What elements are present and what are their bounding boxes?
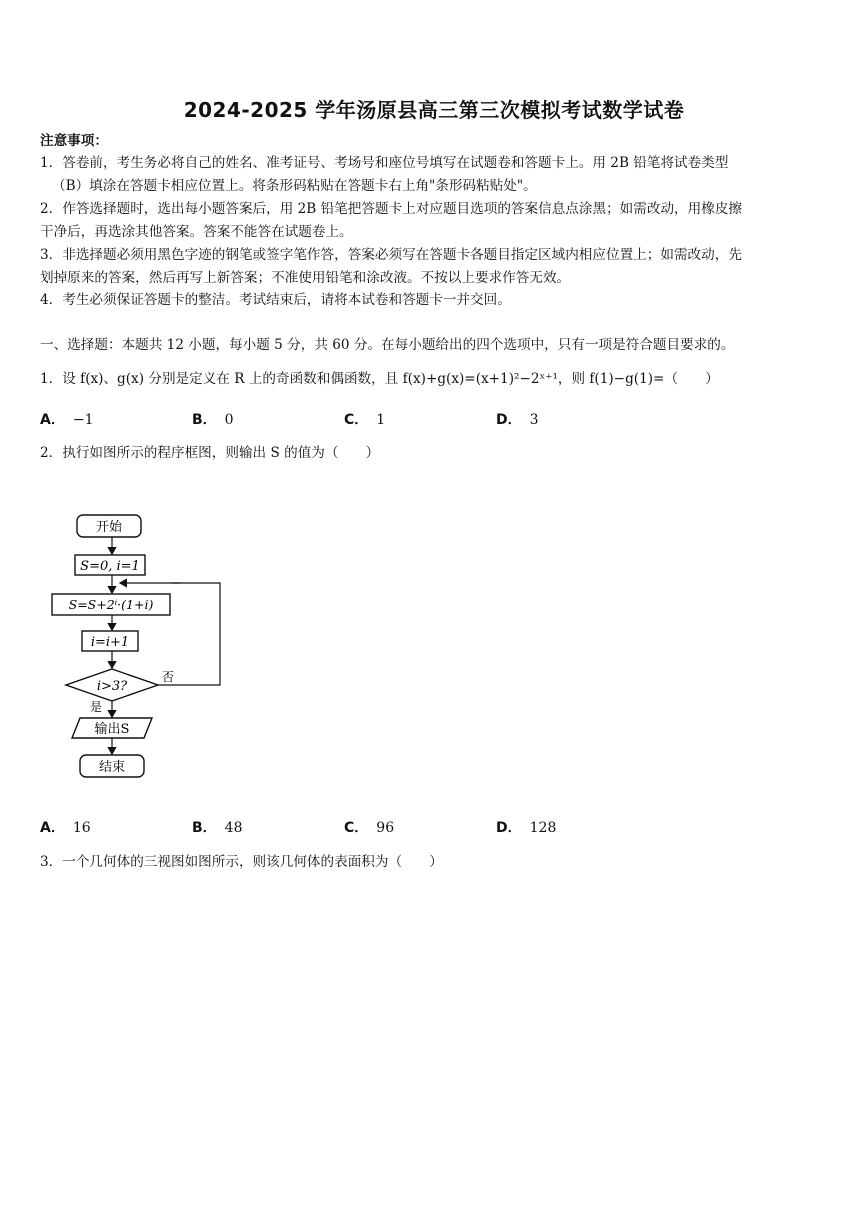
notice-line: 1．答卷前，考生务必将自己的姓名、准考证号、考场号和座位号填写在试题卷和答题卡上。用 2B 铅笔将试卷类型: [40, 155, 729, 171]
question-3-text: 3．一个几何体的三视图如图所示，则该几何体的表面积为（ ）: [40, 854, 443, 870]
q1-option-d: D． 3: [496, 412, 539, 428]
q1-option-a: A． −1: [40, 412, 94, 428]
flow-body-label: S=S+2ⁱ·(1+i): [68, 597, 154, 612]
question-1-text: 1．设 f(x)、g(x) 分别是定义在 R 上的奇函数和偶函数，且 f(x)+g(x)=(x+1)²−2ˣ⁺¹，则 f(1)−g(1)=（ ）: [40, 371, 719, 387]
flow-output-label: 输出S: [94, 722, 130, 737]
exam-title: 2024-2025 学年汤原县高三第三次模拟考试数学试卷: [183, 98, 685, 122]
q1-option-c: C． 1: [344, 412, 386, 428]
q1-option-b: B． 0: [192, 412, 234, 428]
flow-no-label: 否: [162, 670, 175, 684]
notice-line: 3．非选择题必须用黑色字迹的钢笔或签字笔作答，答案必须写在答题卡各题目指定区域内相应位置上；如需改动，先: [40, 247, 742, 263]
q2-option-d: D． 128: [496, 820, 557, 836]
q2-option-b: B． 48: [192, 820, 243, 836]
flow-condition-label: i>3?: [96, 679, 128, 694]
notice-line: 4．考生必须保证答题卡的整洁。考试结束后，请将本试卷和答题卡一并交回。: [40, 292, 511, 308]
q2-option-c: C． 96: [344, 820, 395, 836]
notice-line: （B）填涂在答题卡相应位置上。将条形码粘贴在答题卡右上角"条形码粘贴处"。: [52, 178, 537, 194]
program-flowchart: [40, 505, 240, 795]
notice-heading: 注意事项：: [40, 133, 108, 149]
notice-line: 干净后，再选涂其他答案。答案不能答在试题卷上。: [40, 224, 353, 240]
flow-start-label: 开始: [95, 520, 123, 535]
flow-incr-label: i=i+1: [90, 635, 130, 650]
flow-yes-label: 是: [90, 700, 103, 714]
q2-option-a: A． 16: [40, 820, 91, 836]
question-2-text: 2．执行如图所示的程序框图，则输出 S 的值为（ ）: [40, 445, 380, 461]
notice-line: 划掉原来的答案，然后再写上新答案；不准使用铅笔和涂改液。不按以上要求作答无效。: [40, 270, 571, 286]
notice-line: 2．作答选择题时，选出每小题答案后，用 2B 铅笔把答题卡上对应题目选项的答案信息点涂黑；如需改动，用橡皮擦: [40, 201, 743, 217]
flow-init-label: S=0, i=1: [80, 559, 140, 574]
flow-end-label: 结束: [98, 760, 126, 775]
section-heading: 一、选择题：本题共 12 小题，每小题 5 分，共 60 分。在每小题给出的四个选项中，只有一项是符合题目要求的。: [40, 337, 735, 353]
